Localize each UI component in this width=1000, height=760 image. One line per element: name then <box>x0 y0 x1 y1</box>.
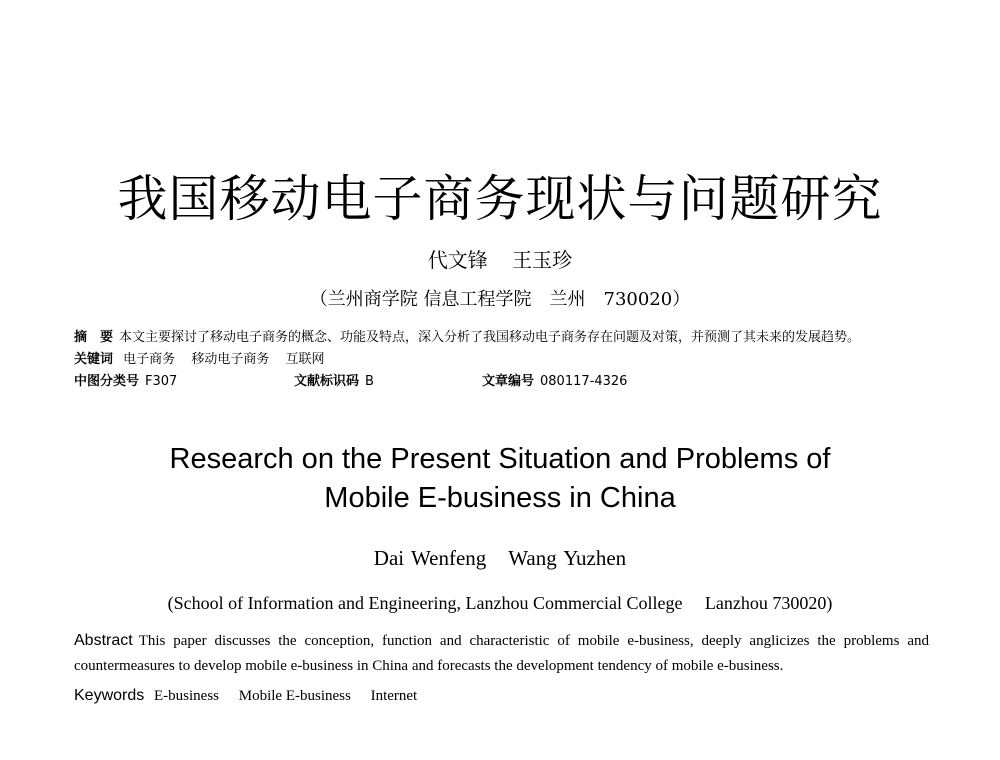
authors-chinese <box>0 244 1000 273</box>
document-code <box>294 372 374 391</box>
authors-english <box>0 546 1000 571</box>
abstract-english <box>74 628 929 679</box>
affiliation-english: (School of Information and Engineering, Lanzhou Commercial College Lanzhou 730020) <box>167 593 833 613</box>
article-number-value: 080117-4326 <box>540 374 628 389</box>
article-number <box>482 372 627 391</box>
article-number-label: 文章编号 <box>482 374 535 389</box>
document-code-label: 文献标识码 <box>294 374 360 389</box>
title-english-line-1: Research on the Present Situation and Problems of <box>169 443 831 475</box>
classification-row <box>74 372 932 391</box>
keyword-english: Mobile E-business <box>238 688 351 704</box>
keyword-chinese: 电子商务 <box>123 352 176 367</box>
affiliation-chinese: （兰州商学院 信息工程学院 兰州 730020） <box>309 289 691 310</box>
abstract-chinese-label: 摘 要 <box>74 330 114 345</box>
abstract-english-label: Abstract <box>74 632 133 649</box>
abstract-chinese <box>74 328 932 347</box>
keyword-chinese: 互联网 <box>285 352 325 367</box>
chinese-metadata-block <box>74 328 932 391</box>
author-1-english: Dai Wenfeng <box>373 546 487 570</box>
keyword-chinese: 移动电子商务 <box>191 352 270 367</box>
author-2-english: Wang Yuzhen <box>508 546 627 570</box>
paper-title-chinese: 我国移动电子商务现状与问题研究 <box>117 170 883 228</box>
keywords-english-label: Keywords <box>74 687 145 704</box>
clc-number <box>74 372 177 391</box>
title-english-line-2: Mobile E-business in China <box>324 482 676 514</box>
abstract-english-text: This paper discusses the conception, function and characteristic of mobile e-business, deeply anglicizes the problems and countermeasures to develop mobile e-business in China and forecasts the development tendency of mobile e-business. <box>74 633 929 674</box>
document-code-value: B <box>365 374 374 389</box>
author-1-chinese: 代文锋 <box>427 248 488 272</box>
english-metadata-block <box>74 628 929 709</box>
paper-title-english <box>0 440 1000 518</box>
keyword-english: Internet <box>370 688 418 704</box>
keywords-english <box>74 683 929 709</box>
author-2-chinese: 王玉珍 <box>512 248 573 272</box>
abstract-chinese-text: 本文主要探讨了移动电子商务的概念、功能及特点，深入分析了我国移动电子商务存在问题及对策，并预测了其未来的发展趋势。 <box>119 330 861 345</box>
keyword-english: E-business <box>154 688 219 704</box>
clc-label: 中图分类号 <box>74 374 140 389</box>
clc-value: F307 <box>145 374 178 389</box>
keywords-chinese-label: 关键词 <box>74 352 114 367</box>
keywords-chinese <box>74 350 932 369</box>
